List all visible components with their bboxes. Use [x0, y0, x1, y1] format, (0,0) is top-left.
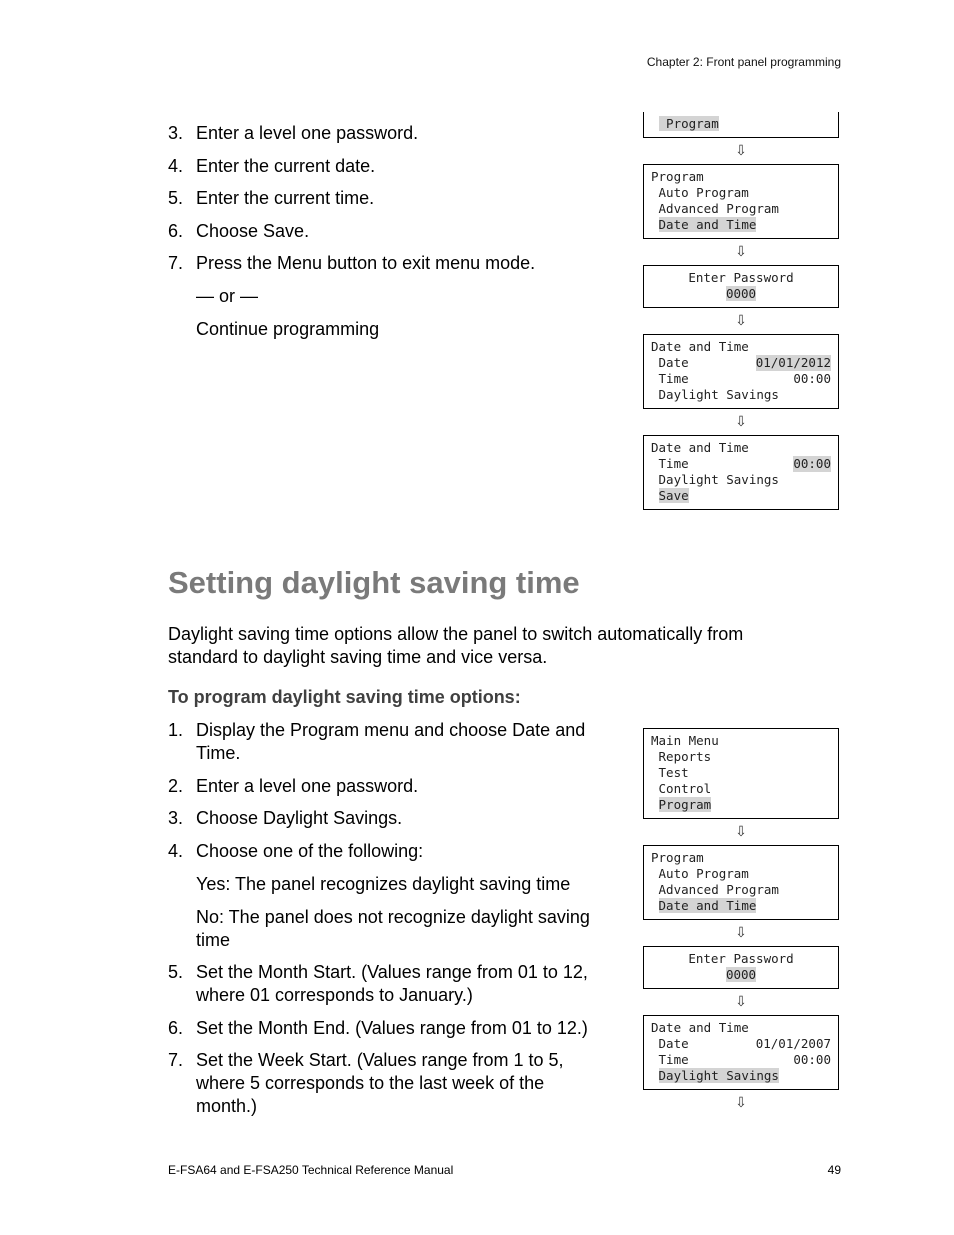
list-item [168, 961, 608, 1007]
lcd-label: Time [651, 371, 689, 386]
lcd-highlight: 00:00 [793, 456, 831, 471]
lcd-screen-program-partial [643, 112, 839, 138]
option-yes: Yes: The panel recognizes daylight saving time [196, 873, 571, 894]
lcd-line: Daylight Savings [651, 387, 779, 402]
lcd-highlight: 01/01/2012 [755, 355, 831, 370]
lcd-title: Main Menu [651, 733, 719, 748]
list-item [168, 840, 608, 952]
step-text: Set the Week Start. (Values range from 1 to 5, where 5 corresponds to the last week of the month.) [196, 1050, 564, 1116]
section-title: Setting daylight saving time [168, 565, 580, 600]
step-text: Enter the current date. [196, 155, 376, 176]
lcd-screen-date-time [643, 334, 839, 409]
lcd-highlight: Date and Time [658, 898, 757, 913]
lcd-value: 00:00 [793, 1052, 831, 1067]
down-arrow-icon: ⇩ [735, 143, 747, 159]
footer-manual-title: E-FSA64 and E-FSA250 Technical Reference Manual [168, 1163, 454, 1177]
lcd-value: 01/01/2007 [755, 1036, 831, 1051]
step-text: Choose one of the following: [196, 840, 424, 861]
lcd-highlight: 0000 [725, 286, 757, 301]
list-item [168, 252, 608, 341]
lcd-title: Date and Time [651, 1020, 749, 1035]
lcd-line: Advanced Program [651, 882, 779, 897]
step-text: Press the Menu button to exit menu mode. [196, 253, 536, 273]
step-list-top [168, 122, 608, 351]
lcd-screen-program [643, 845, 839, 920]
lcd-screen-password [643, 946, 839, 989]
step-number: 7. [168, 253, 184, 273]
lcd-title: Enter Password [688, 270, 794, 285]
lcd-label: Date [651, 1036, 689, 1051]
list-item [168, 155, 608, 178]
down-arrow-icon: ⇩ [735, 414, 747, 430]
down-arrow-icon: ⇩ [735, 313, 747, 329]
list-item [168, 1017, 608, 1040]
list-item [168, 807, 608, 830]
lcd-highlight: 0000 [725, 967, 757, 982]
list-item [168, 775, 608, 798]
procedure-heading: To program daylight saving time options: [168, 687, 521, 707]
down-arrow-icon: ⇩ [735, 925, 747, 941]
lcd-title: Date and Time [651, 339, 749, 354]
lcd-line: Daylight Savings [651, 472, 779, 487]
lcd-highlight: Program [658, 797, 712, 812]
down-arrow-icon: ⇩ [735, 824, 747, 840]
lcd-label: Time [651, 1052, 689, 1067]
step-number: 2. [168, 775, 184, 796]
step-number: 4. [168, 155, 184, 176]
step-number: 4. [168, 840, 184, 861]
chapter-header: Chapter 2: Front panel programming [646, 55, 841, 69]
lcd-line: Auto Program [651, 185, 749, 200]
lcd-label: Date [651, 355, 689, 370]
lcd-screen-main-menu [643, 728, 839, 819]
list-item [168, 220, 608, 243]
lcd-line: Reports [651, 749, 712, 764]
step-number: 7. [168, 1050, 184, 1070]
lcd-screen-program [643, 164, 839, 239]
lcd-label: Time [651, 456, 689, 471]
lcd-highlight: Daylight Savings [658, 1068, 779, 1083]
lcd-highlight: Program [658, 116, 719, 131]
lcd-line: Test [651, 765, 689, 780]
lcd-line: Auto Program [651, 866, 749, 881]
lcd-highlight: Date and Time [658, 217, 757, 232]
step-text: Enter a level one password. [196, 775, 419, 796]
lcd-line: Advanced Program [651, 201, 779, 216]
lcd-highlight: Save [658, 488, 689, 503]
step-text: Enter the current time. [196, 188, 375, 208]
list-item [168, 1049, 608, 1118]
down-arrow-icon: ⇩ [735, 1095, 747, 1111]
lcd-title: Enter Password [688, 951, 794, 966]
page-number: 49 [827, 1163, 841, 1177]
section-intro: Daylight saving time options allow the panel to switch automatically from standard to daylight saving time and vice versa. [168, 624, 744, 667]
lcd-title: Date and Time [651, 440, 749, 455]
alternative-step: Continue programming [196, 319, 380, 339]
lcd-title: Program [651, 850, 704, 865]
step-number: 6. [168, 220, 184, 241]
lcd-line [651, 116, 659, 131]
step-number: 6. [168, 1017, 184, 1038]
step-number: 1. [168, 720, 184, 740]
lcd-sequence-top [643, 112, 839, 510]
step-text: Choose Daylight Savings. [196, 808, 403, 828]
step-text: Choose Save. [196, 220, 310, 241]
step-text: Enter a level one password. [196, 123, 419, 143]
list-item [168, 187, 608, 210]
option-no: No: The panel does not recognize daylight saving time [196, 906, 590, 950]
step-number: 5. [168, 962, 184, 982]
lcd-screen-password [643, 265, 839, 308]
down-arrow-icon: ⇩ [735, 994, 747, 1010]
lcd-screen-time-save [643, 435, 839, 510]
step-number: 3. [168, 808, 184, 828]
lcd-title: Program [651, 169, 704, 184]
lcd-sequence-bottom [643, 728, 839, 1116]
step-text: Set the Month Start. (Values range from 01 to 12, where 01 corresponds to January.) [196, 962, 588, 1005]
down-arrow-icon: ⇩ [735, 244, 747, 260]
list-item [168, 122, 608, 145]
step-number: 5. [168, 188, 184, 208]
lcd-line: Control [651, 781, 712, 796]
lcd-value: 00:00 [793, 371, 831, 386]
step-text: Set the Month End. (Values range from 01 to 12.) [196, 1017, 588, 1038]
lcd-screen-date-time [643, 1015, 839, 1090]
step-text: Display the Program menu and choose Date and Time. [196, 720, 586, 763]
list-item [168, 719, 608, 765]
or-separator: — or — [196, 286, 259, 306]
step-list-bottom [168, 719, 608, 1128]
step-number: 3. [168, 123, 184, 143]
